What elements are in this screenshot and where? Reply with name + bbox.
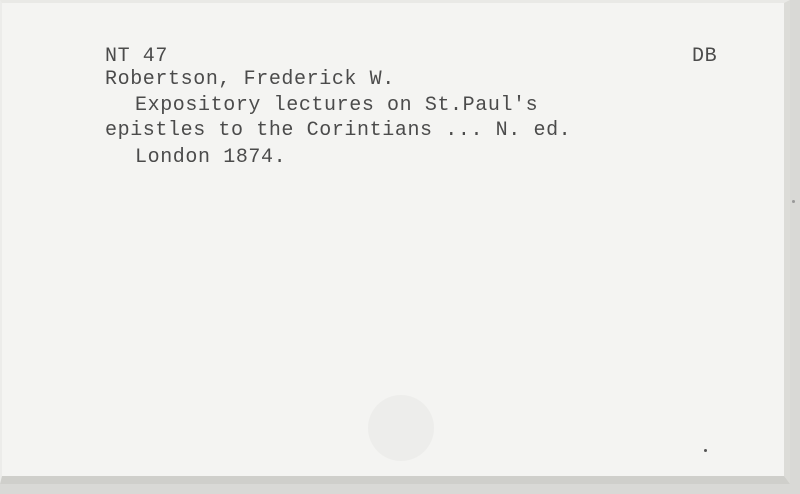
ink-speck bbox=[792, 200, 795, 203]
title-line-1: Expository lectures on St.Paul's bbox=[135, 94, 539, 117]
author-entry: Robertson, Frederick W. bbox=[105, 68, 395, 91]
location-code: DB bbox=[692, 45, 718, 68]
call-number: NT 47 bbox=[105, 45, 169, 68]
ink-speck bbox=[704, 449, 707, 452]
title-line-2: epistles to the Corintians ... N. ed. bbox=[105, 119, 572, 142]
punch-hole bbox=[368, 395, 434, 461]
imprint-line: London 1874. bbox=[135, 146, 287, 169]
